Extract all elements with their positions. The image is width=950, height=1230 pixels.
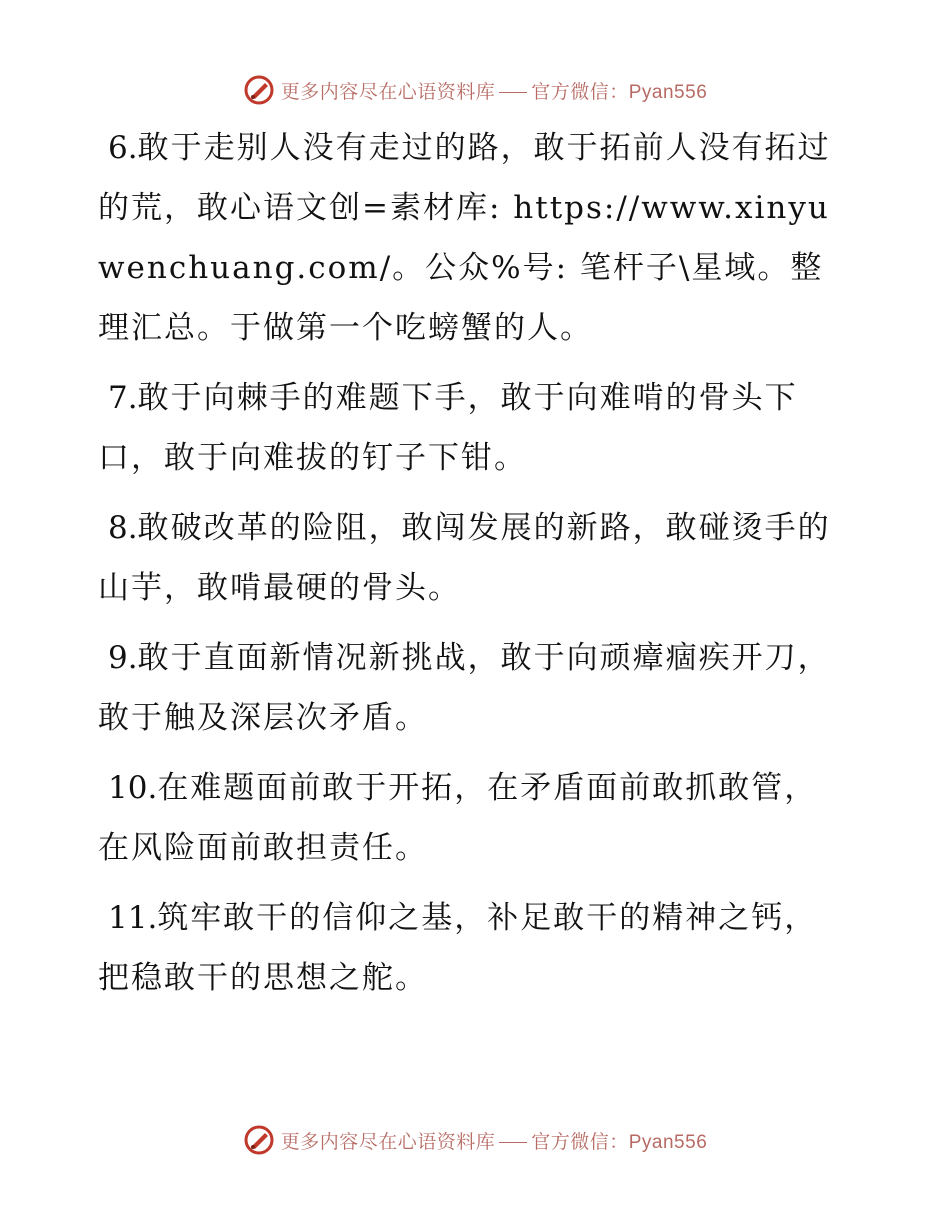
paragraph	[98, 368, 838, 488]
watermark-wechat-id: Pyan556	[628, 81, 708, 103]
paragraph-number: 11.	[108, 900, 158, 936]
footer-watermark	[0, 1120, 950, 1160]
document-body	[98, 118, 838, 1018]
watermark-text: 更多内容尽在心语资料库	[280, 80, 496, 103]
paragraph-number: 10.	[108, 770, 158, 806]
paragraph-number: 7.	[108, 380, 138, 416]
paragraph	[98, 888, 838, 1008]
paragraph-text: 敢破改革的险阻，敢闯发展的新路，敢碰烫手的山芋，敢啃最硬的骨头。	[98, 510, 831, 606]
watermark-text: 更多内容尽在心语资料库	[280, 1130, 496, 1153]
paragraph	[98, 118, 838, 358]
paragraph-text: 在难题面前敢于开拓，在矛盾面前敢抓敢管，在风险面前敢担责任。	[98, 770, 818, 866]
paragraph-number: 8.	[108, 510, 138, 546]
watermark-label: 官方微信：	[531, 80, 629, 103]
paragraph-number: 6.	[108, 130, 138, 166]
watermark-label: 官方微信：	[531, 1130, 629, 1153]
paragraph	[98, 628, 838, 748]
watermark-wechat-id: Pyan556	[628, 1131, 708, 1153]
watermark-dash	[499, 92, 527, 93]
watermark-dash	[499, 1142, 527, 1143]
paragraph	[98, 498, 838, 618]
header-watermark	[0, 70, 950, 110]
paragraph-text: 敢于直面新情况新挑战，敢于向顽瘴痼疾开刀，敢于触及深层次矛盾。	[98, 640, 831, 736]
paragraph-text: 敢于走别人没有走过的路，敢于拓前人没有拓过的荒，敢心语文创=素材库: https://www.xinyuwenchuang.com/。公众%号: 笔杆子\星域。整理汇总。于做第一个吃螃蟹的人。	[98, 130, 831, 346]
logo-icon	[243, 74, 275, 106]
paragraph-text: 筑牢敢干的信仰之基，补足敢干的精神之钙，把稳敢干的思想之舵。	[98, 900, 818, 996]
paragraph-text: 敢于向棘手的难题下手，敢于向难啃的骨头下口，敢于向难拔的钉子下钳。	[98, 380, 798, 476]
paragraph	[98, 758, 838, 878]
logo-icon	[243, 1124, 275, 1156]
paragraph-number: 9.	[108, 640, 138, 676]
